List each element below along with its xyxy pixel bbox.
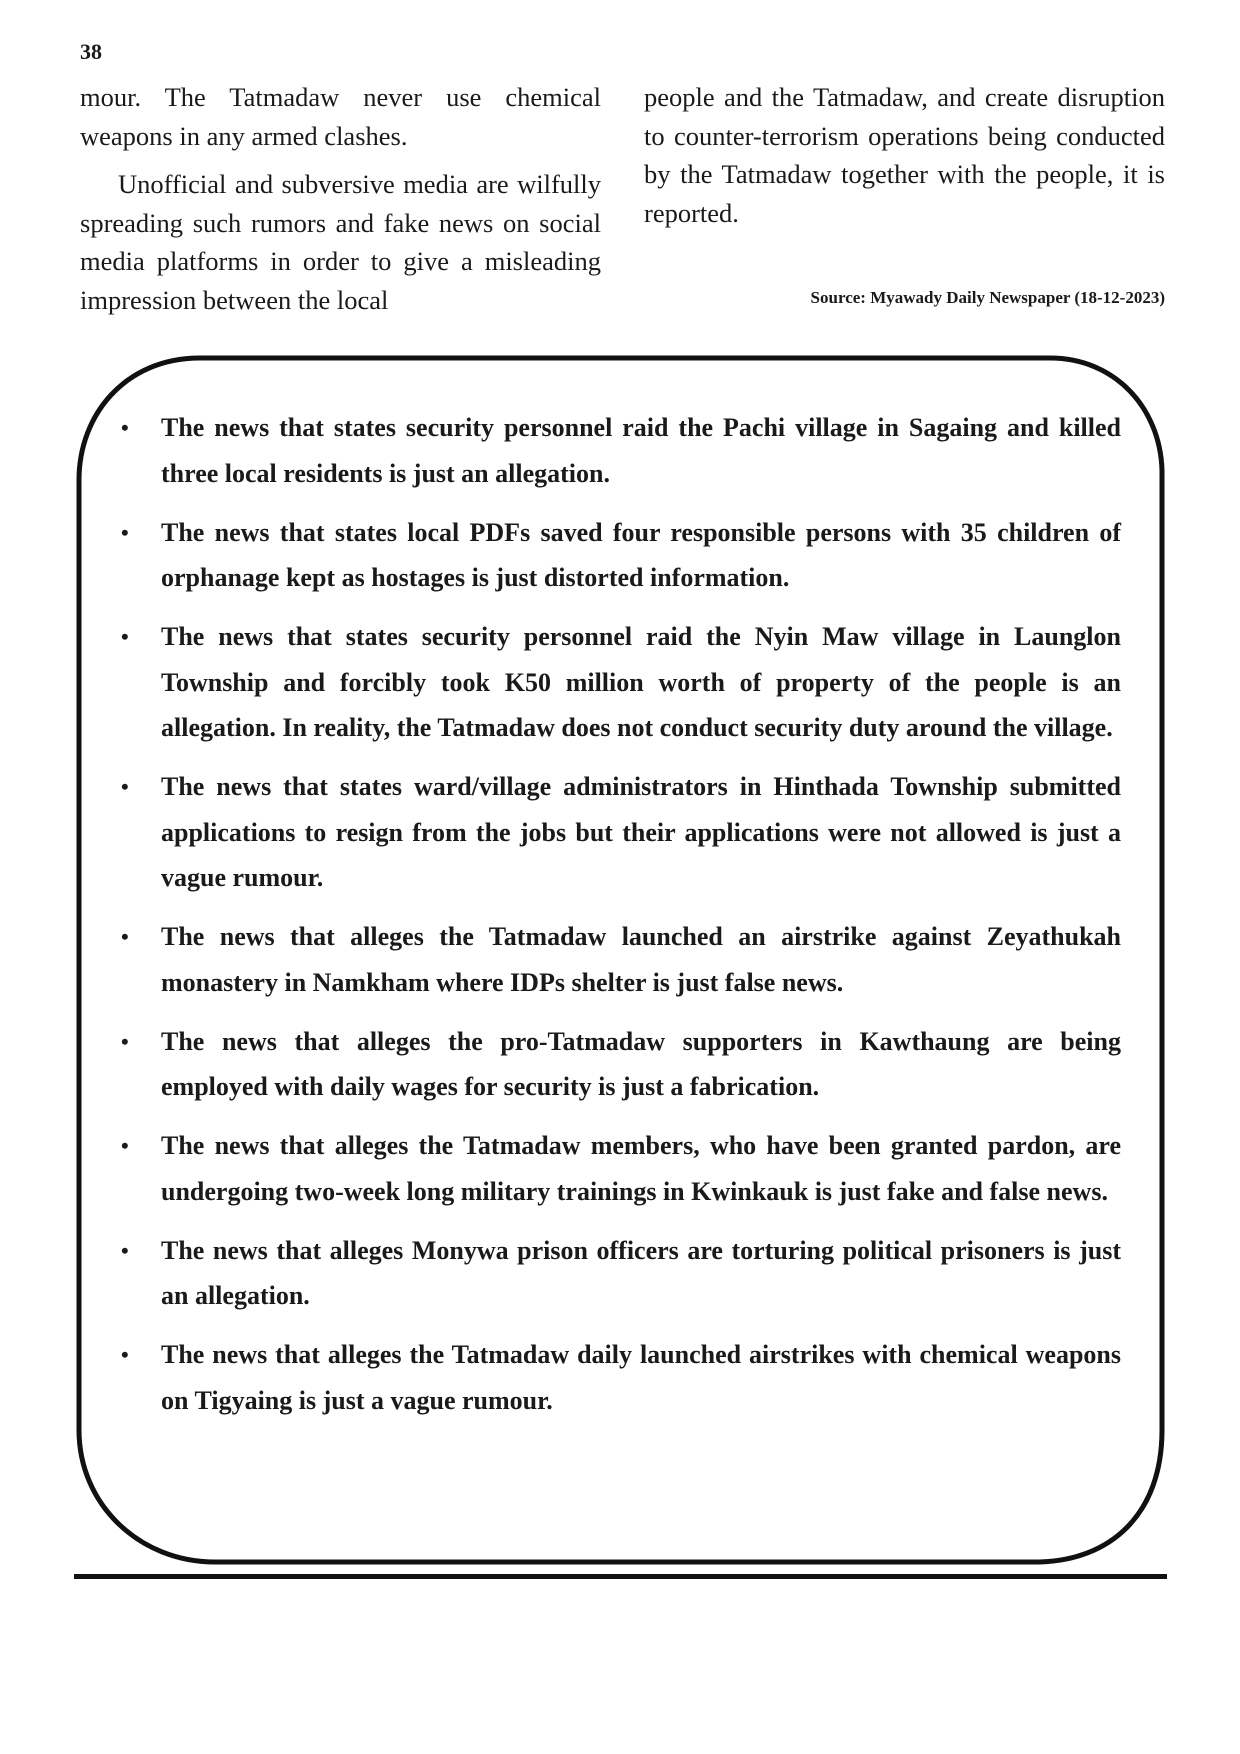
list-item-text: The news that states security personnel raid the Pachi village in Sagaing and killed three local residents is just an allegation.: [161, 413, 1121, 488]
bullet-icon: •: [121, 774, 129, 799]
list-item-text: The news that states ward/village administrators in Hinthada Township submitted applications to resign from the jobs but their applications were not allowed is just a vague rumour.: [161, 772, 1121, 892]
list-item-text: The news that alleges the Tatmadaw members, who have been granted pardon, are undergoing two-week long military trainings in Kwinkauk is just fake and false news.: [161, 1131, 1121, 1206]
bullet-icon: •: [121, 1342, 129, 1367]
list-item: [121, 764, 1121, 901]
list-item: [121, 914, 1121, 1005]
paragraph: mour. The Tatmadaw never use chemical weapons in any armed clashes.: [80, 82, 601, 151]
list-item-text: The news that states local PDFs saved four responsible persons with 35 children of orphanage kept as hostages is just distorted information.: [161, 517, 1121, 592]
list-item: [121, 405, 1121, 496]
bullet-icon: •: [121, 1028, 129, 1054]
paragraph: people and the Tatmadaw, and create disruption to counter-terrorism operations being conducted by the Tatmadaw together with the people, it is reported.: [644, 82, 1165, 228]
list-item: [121, 1123, 1121, 1214]
list-item-text: The news that alleges the pro-Tatmadaw supporters in Kawthaung are being employed with daily wages for security is just a fabrication.: [161, 1026, 1121, 1101]
bullet-icon: •: [121, 1237, 129, 1263]
list-item-text: The news that alleges the Tatmadaw launched an airstrike against Zeyathukah monastery in Namkham where IDPs shelter is just false news.: [161, 922, 1121, 997]
bullet-icon: •: [121, 624, 129, 649]
claims-list: [121, 405, 1121, 1437]
list-item: [121, 1228, 1121, 1319]
list-item: [121, 510, 1121, 601]
article-column-right: [644, 78, 1165, 232]
list-item-text: The news that alleges Monywa prison officers are torturing political prisoners is just an allegation.: [161, 1235, 1121, 1310]
bullet-icon: •: [121, 415, 129, 440]
bottom-divider: [74, 1574, 1167, 1579]
article-column-left: [80, 78, 601, 319]
list-item: [121, 614, 1121, 751]
page-number: 38: [80, 39, 102, 64]
list-item: [121, 1019, 1121, 1110]
source-citation: Source: Myawady Daily Newspaper (18-12-2023): [810, 288, 1165, 307]
bullet-icon: •: [121, 1133, 129, 1158]
list-item-text: The news that alleges the Tatmadaw daily launched airstrikes with chemical weapons on Tigyaing is just a vague rumour.: [161, 1340, 1121, 1415]
bullet-icon: •: [121, 519, 129, 545]
list-item: [121, 1332, 1121, 1423]
bullet-icon: •: [121, 924, 129, 949]
list-item-text: The news that states security personnel raid the Nyin Maw village in Launglon Township and forcibly took K50 million worth of property of the people is an allegation. In reality, the Tatmadaw does not conduct security duty around the village.: [161, 622, 1121, 742]
paragraph: Unofficial and subversive media are wilfully spreading such rumors and fake news on social media platforms in order to give a misleading impression between the local: [80, 169, 601, 315]
